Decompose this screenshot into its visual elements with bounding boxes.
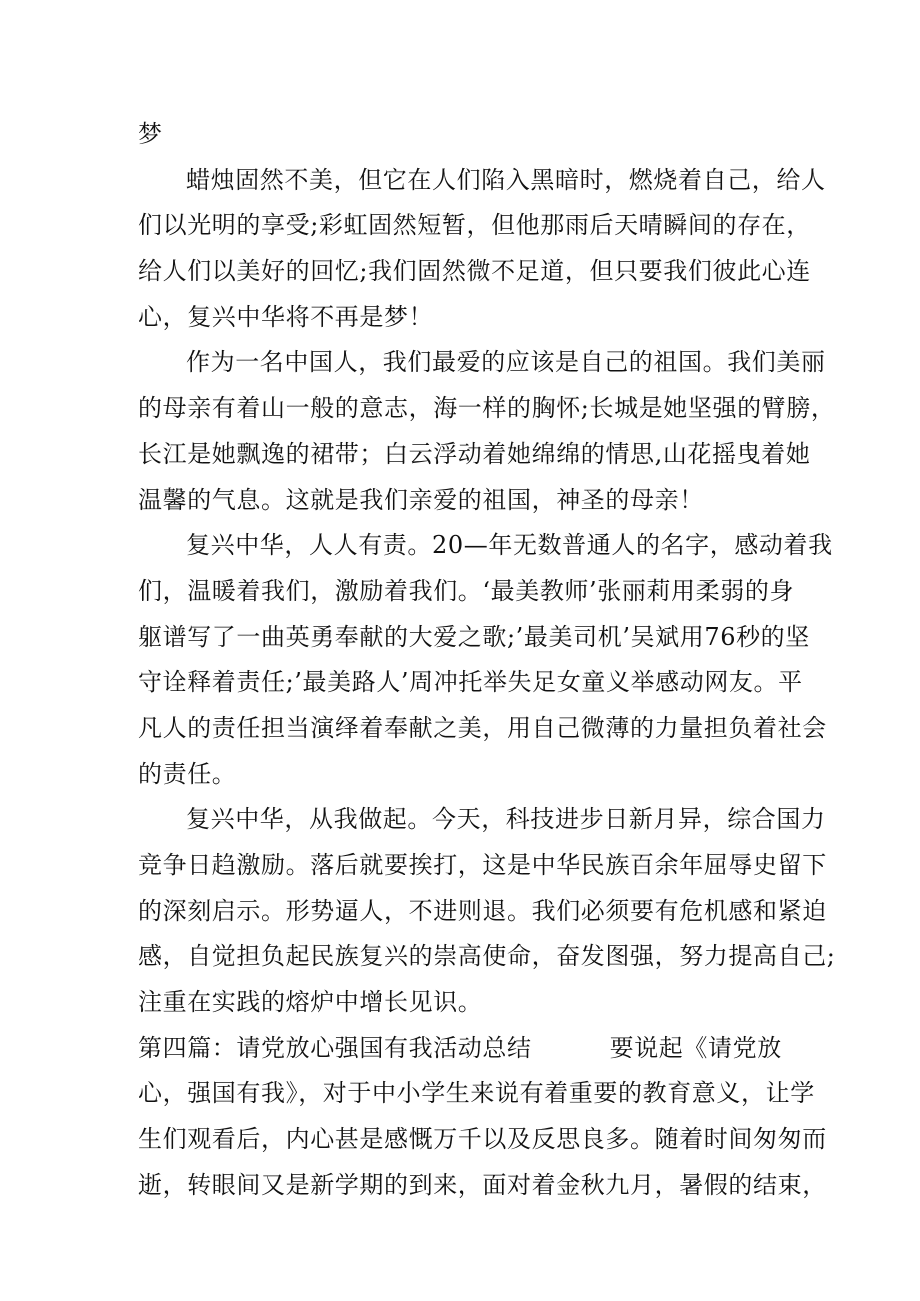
text-line: 蜡烛固然不美，但它在人们陷入黑暗时，燃烧着自己，给人 (186, 165, 826, 194)
text-line: 竞争日趋激励。落后就要挨打，这是中华民族百余年屈辱史留下 (138, 851, 827, 879)
text-line: 复兴中华，人人有责。20—年无数普通人的名字，感动着我 (186, 531, 833, 560)
section-heading: 第四篇：请党放心强国有我活动总结 (138, 1033, 532, 1062)
text-line: 守诠释着责任;’最美路人’周冲托举失足女童义举感动网友。平 (138, 668, 803, 697)
document-body (138, 112, 836, 1209)
text-line: 注重在实践的熔炉中增长见识。 (138, 988, 483, 1017)
text-line: 给人们以美好的回忆;我们固然微不足道，但只要我们彼此心连 (138, 257, 811, 286)
text-line: 的母亲有着山一般的意志，海一样的胸怀;长城是她坚强的臂膀， (138, 394, 836, 423)
text-line: 逝，转眼间又是新学期的到来，面对着金秋九月，暑假的结束， (138, 1170, 827, 1199)
text-line: 心，强国有我》，对于中小学生来说有着重要的教育意义，让学 (138, 1079, 815, 1108)
text-line: 的责任。 (138, 759, 237, 788)
text-line: 躯谱写了一曲英勇奉献的大爱之歌;’最美司机’吴斌用76秒的坚 (138, 622, 810, 651)
text-line: 感，自觉担负起民族复兴的崇高使命，奋发图强，努力提高自己; (138, 942, 836, 971)
text-line: 们，温暖着我们，激励着我们。‘最美教师’张丽莉用柔弱的身 (138, 576, 795, 605)
text-line: 生们观看后，内心甚是感慨万千以及反思良多。随着时间匆匆而 (138, 1125, 827, 1154)
text-line: 作为一名中国人，我们最爱的应该是自己的祖国。我们美丽 (186, 348, 826, 377)
text-line: 的深刻启示。形势逼人，不进则退。我们必须要有危机感和紧迫 (138, 896, 827, 925)
text-line: 凡人的责任担当演绎着奉献之美，用自己微薄的力量担负着社会 (138, 713, 827, 742)
section-lead: 要说起《请党放 (609, 1033, 782, 1062)
text-line: 长江是她飘逸的裙带；白云浮动着她绵绵的情思,山花摇曳着她 (138, 439, 811, 468)
text-line: 复兴中华，从我做起。今天，科技进步日新月异，综合国力 (186, 805, 826, 834)
text-line: 们以光明的享受;彩虹固然短暂，但他那雨后天晴瞬间的存在， (138, 211, 811, 240)
text-line: 梦 (138, 120, 163, 148)
text-line: 心，复兴中华将不再是梦！ (138, 302, 434, 331)
heading-line (138, 1026, 788, 1072)
text-line: 温馨的气息。这就是我们亲爱的祖国，神圣的母亲！ (138, 485, 704, 514)
